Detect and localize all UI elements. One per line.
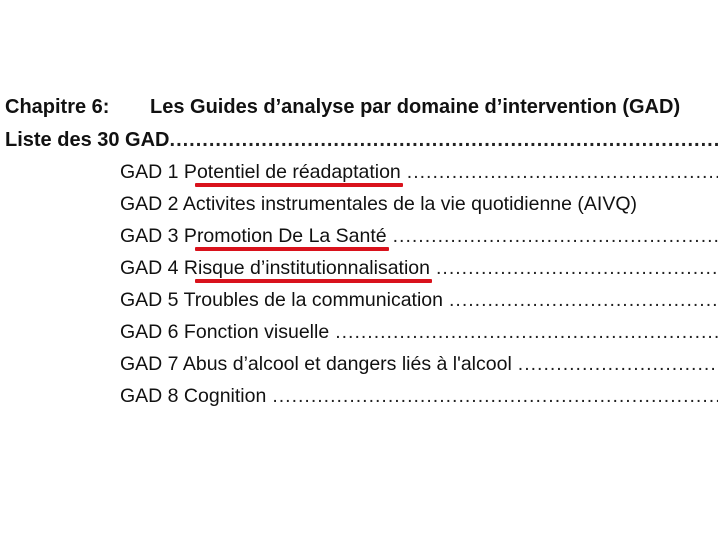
toc-entry-label: GAD 8 Cognition xyxy=(120,385,267,407)
toc-entry-label: GAD 7 Abus d’alcool et dangers liés à l'alcool xyxy=(120,353,512,375)
toc-entry-gad-7 xyxy=(120,353,718,379)
dot-leader xyxy=(407,161,718,184)
dot-leader xyxy=(393,225,718,248)
chapter-heading xyxy=(5,96,720,122)
chapter-title: Les Guides d’analyse par domaine d’intervention (GAD) xyxy=(150,96,681,118)
dot-leader xyxy=(170,129,718,152)
toc-entry-gad-2 xyxy=(120,193,718,219)
toc-entry-label: GAD 2 Activites instrumentales de la vie quotidienne (AIVQ) xyxy=(120,193,637,215)
toc-entry-gad-5 xyxy=(120,289,718,315)
dot-leader xyxy=(518,353,718,376)
toc-entry-label: GAD 6 Fonction visuelle xyxy=(120,321,330,343)
toc-entry-gad-4 xyxy=(120,257,718,283)
toc-entry-label: GAD 1 Potentiel de réadaptation xyxy=(120,161,401,183)
toc-entry-gad-8 xyxy=(120,385,718,411)
list-heading: Liste des 30 GAD xyxy=(5,129,170,151)
toc-heading-row xyxy=(5,129,718,155)
chapter-number: Chapitre 6: xyxy=(5,96,110,118)
toc-entry-gad-6 xyxy=(120,321,718,347)
toc-entry-label: GAD 5 Troubles de la communication xyxy=(120,289,443,311)
dot-leader xyxy=(272,385,718,408)
toc-entry-label: GAD 4 Risque d’institutionnalisation xyxy=(120,257,431,279)
dot-leader xyxy=(436,257,718,280)
toc-entry-gad-1 xyxy=(120,161,718,187)
dot-leader xyxy=(449,289,718,312)
toc-entry-label: GAD 3 Promotion De La Santé xyxy=(120,225,387,247)
dot-leader xyxy=(335,321,718,344)
toc-entry-gad-3 xyxy=(120,225,718,251)
